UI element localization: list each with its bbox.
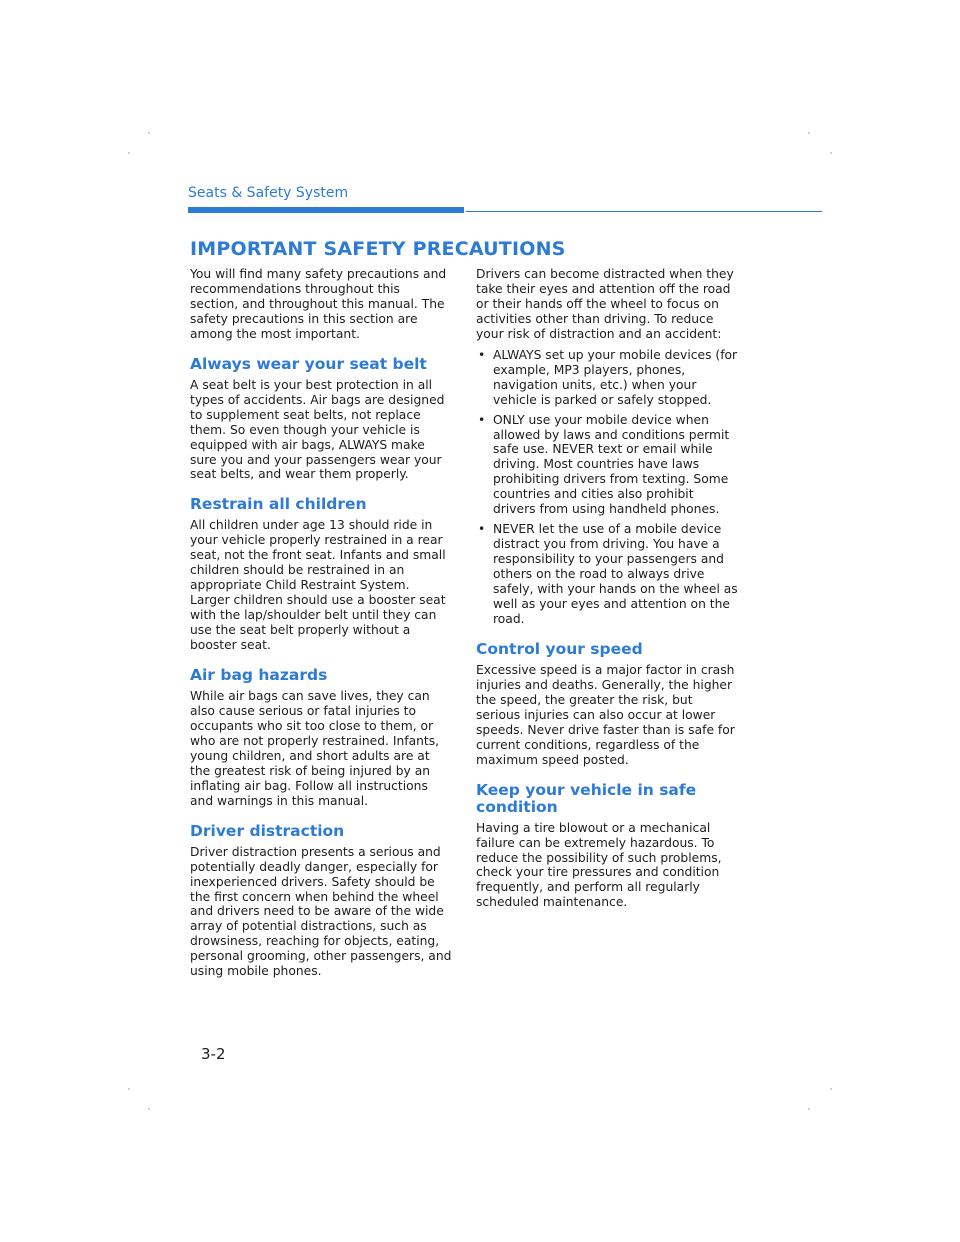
crop-mark: [808, 1108, 810, 1110]
left-column: [190, 267, 452, 979]
crop-mark: [128, 152, 130, 154]
speed-paragraph: Excessive speed is a major factor in crash injuries and deaths. Generally, the higher the speed, the greater the risk, but serious injuries can also occur at lower speeds. Never drive faster than is safe for current conditions, regardless of the maximum speed posted.: [476, 662, 735, 767]
crop-mark: [830, 1088, 832, 1090]
crop-mark: [148, 1108, 150, 1110]
list-item: [476, 413, 738, 518]
list-item-text: NEVER let the use of a mobile device distract you from driving. You have a responsibility to your passengers and others on the road to always drive safely, with your hands on the wheel as well as your eyes and attention on the road.: [493, 522, 738, 626]
airbag-heading: Air bag hazards: [190, 666, 328, 685]
crop-mark: [808, 132, 810, 134]
condition-paragraph: Having a tire blowout or a mechanical failure can be extremely hazardous. To reduce the possibility of such problems, check your tire pressures and condition frequently, and perform all regularly scheduled maintenance.: [476, 820, 722, 910]
distraction-bullet-list: [476, 348, 738, 627]
condition-heading: Keep your vehicle in safe condition: [476, 780, 697, 816]
distraction-continued-paragraph: Drivers can become distracted when they take their eyes and attention off the road or their hands off the wheel to focus on activities other than driving. To reduce your risk of distraction and an accident:: [476, 267, 734, 341]
bullet-icon: •: [478, 522, 486, 537]
speed-heading: Control your speed: [476, 639, 643, 658]
intro-paragraph: You will find many safety precautions and recommendations throughout this section, and throughout this manual. The safety precautions in this section are among the most important.: [190, 267, 447, 341]
children-heading: Restrain all children: [190, 495, 367, 514]
list-item: [476, 348, 738, 408]
bullet-icon: •: [478, 412, 486, 427]
page-title: IMPORTANT SAFETY PRECAUTIONS: [190, 238, 566, 260]
children-paragraph: All children under age 13 should ride in your vehicle properly restrained in a rear seat, not the front seat. Infants and small children should be restrained in an appropriate Child Restraint System. Larger children should use a booster seat with the lap/shoulder belt until they can use the seat belt properly without a booster seat.: [190, 518, 446, 653]
right-column: [476, 267, 738, 910]
page-number: 3-2: [201, 1045, 226, 1063]
header-rule-thick: [188, 207, 464, 213]
list-item-text: ALWAYS set up your mobile devices (for example, MP3 players, phones, navigation units, etc.) when your vehicle is parked or safely stopped.: [493, 347, 738, 407]
list-item: [476, 522, 738, 627]
crop-mark: [148, 132, 150, 134]
distraction-paragraph: Driver distraction presents a serious and potentially deadly danger, especially for inexperienced drivers. Safety should be the first concern when behind the wheel and drivers need to be aware of the wide array of potential distractions, such as drowsiness, reaching for objects, eating, personal grooming, other passengers, and using mobile phones.: [190, 844, 452, 979]
seatbelt-heading: Always wear your seat belt: [190, 354, 427, 373]
crop-mark: [128, 1088, 130, 1090]
header-rule-thin: [466, 211, 822, 212]
seatbelt-paragraph: A seat belt is your best protection in all types of accidents. Air bags are designed to supplement seat belts, not replace them. So even though your vehicle is equipped with air bags, ALWAYS make sure you and your passengers wear your seat belts, and wear them properly.: [190, 377, 445, 482]
list-item-text: ONLY use your mobile device when allowed by laws and conditions permit safe use. NEVER text or email while driving. Most countries have laws prohibiting drivers from texting. Some countries and cities also prohibit drivers from using handheld phones.: [493, 412, 730, 517]
crop-mark: [830, 152, 832, 154]
airbag-paragraph: While air bags can save lives, they can also cause serious or fatal injuries to occupants who sit too close to them, or who are not properly restrained. Infants, young children, and short adults are at the greatest risk of being injured by an inflating air bag. Follow all instructions and warnings in this manual.: [190, 689, 440, 808]
section-label: Seats & Safety System: [188, 185, 349, 201]
distraction-heading: Driver distraction: [190, 821, 345, 840]
bullet-icon: •: [478, 347, 486, 362]
